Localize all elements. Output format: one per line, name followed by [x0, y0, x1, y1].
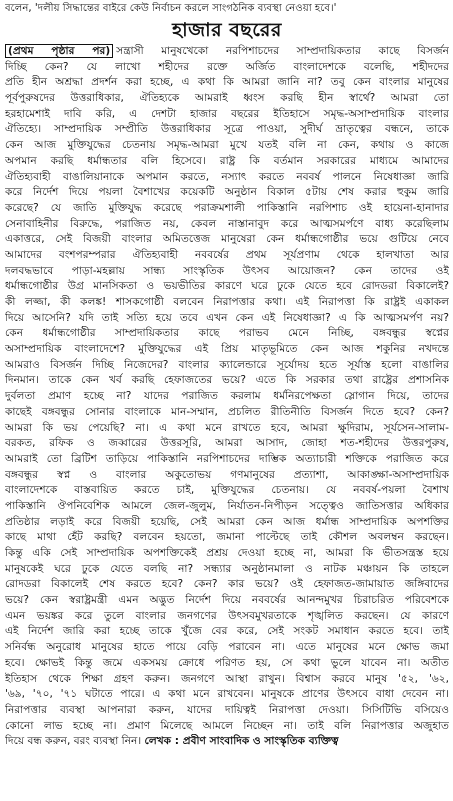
article-line: করে নির্দেশ দিয়ে পয়লা বৈশাখের কয়েকটি অনুষ্ঠান বিকাল ৫টায় শেষ করার হুকুম জারি	[5, 186, 449, 199]
article-last-line	[5, 734, 449, 750]
article-line: বঙ্গবন্ধুর স্বপ্ন ও বাংলার অকুতোভয় গণমানুষের প্রত্যাশা, আকাঙ্ক্ষা-অসাম্প্রদায়িক	[5, 468, 449, 481]
article-line: ঐতিহ্যে। সাম্প্রদায়িক সম্প্রীতি উত্তরাধিকার সূত্রে পাওয়া, সুদীর্ঘ ভ্রাতৃত্বের বন্ধনে, তাকে	[5, 123, 449, 136]
article-line: আমাদের বংশপরম্পরার ঐতিহ্যবাহী নববর্ষের প্রথম সূর্যপ্রণাম থেকে হালখাতা আর	[5, 248, 449, 261]
article-line: আমরাও বিসর্জন দিচ্ছি নিজেদের? বাংলার ক্যালেন্ডারে সূর্যোদয় হতে সূর্যাস্ত হলো বাঙালির	[5, 358, 449, 371]
article-line: দলবদ্ধভাবে পাড়া-মহল্লায় সান্ধ্য সাংস্কৃতিক উৎসব আয়োজন? কেন তাদের ওই	[5, 264, 449, 277]
article-line: পূর্বপুরুষদের উত্তরাধিকার, ঐতিহ্যকে আমরাই ধ্বংস করছি হীন স্বার্থে? আমরা তো	[5, 92, 449, 105]
article-line: করেছে? যে জাতি মুক্তিযুদ্ধ করেছে পরাক্রমশালী পাকিস্তানি নরপিশাচ ওই হায়েনা-হানাদার	[5, 201, 449, 214]
article-line: ইতিহাস থেকে শিক্ষা গ্রহণ করুন। জনগণে আস্থা রাখুন। বিশ্বাস করবে মানুষ '৫২, '৬২,	[5, 672, 449, 685]
article-body	[5, 44, 449, 750]
article-line: আমরাই তো ব্রিটিশ তাড়িয়ে পাকিস্তানি নরপিশাচদের দাম্ভিক অত্যাচারী শক্তিকে পরাজিত করে	[5, 452, 449, 465]
article-line: '৬৯, '৭০, '৭১ ঘটাতে পারে। এ কথা মনে রাখবেন। মানুষকে প্রাণের উৎসবে বাধা দেবেন না।	[5, 688, 449, 701]
article-lines	[5, 60, 449, 735]
article-line: অপমান করছি ধর্মান্ধতার বলি হিসেবে। রাষ্ট্র কি বর্তমান সরকারের মাধ্যমে আমাদের	[5, 154, 449, 167]
article-line: বরকত, রফিক ও জব্বারের উত্তরসূরি, আমরা আসাদ, জোহা শত-শহীদের উত্তরপুরুষ,	[5, 437, 449, 450]
article-line: এই নির্দেশ জারি করা হচ্ছে তাকে খুঁজে বের করে, সেই সংকট সমাধান করতে হবে। তাই	[5, 625, 449, 638]
article-line: অসাম্প্রদায়িক বাংলাদেশে? মুক্তিযুদ্ধের এই প্রিয় মাতৃভূমিতে কেন আজ শকুনির নখদন্তে	[5, 343, 449, 356]
article-headline: হাজার বছরের	[172, 19, 282, 41]
article-line: মানুষকেই ঘরে ঢুকে যেতে বলছি না? সন্ধ্যার অনুষ্ঠানমালা ও নাটক মঞ্চায়ন কি তাহলে	[5, 562, 449, 575]
article-line: নিরাপত্তার ব্যবস্থা আপনারা করুন, যাদের দায়িত্বই নিরাপত্তা দেওয়া। সিসিটিভি বসিয়েও	[5, 703, 449, 716]
continuation-label: (প্রথম পৃষ্ঠার পর)	[5, 44, 113, 58]
article-line: প্রতি হীন অশ্রদ্ধা প্রদর্শন করা হচ্ছে, এ কথা কি আমরা জানি না? তবু কেন বাংলার মানুষের	[5, 76, 449, 89]
article-line: কেন আজ মুক্তিযুদ্ধের চেতনায় সমৃদ্ধ-আমরা মুখে যতই বলি না কেন, কথায় ও কাজে	[5, 139, 449, 152]
article-line: পাকিস্তানি ঔপনিবেশিক আমলে জেল-জুলুম, নির্যাতন-নিপীড়ন সত্ত্বেও জাতিসত্তার অধিকার	[5, 499, 449, 512]
article-line: দিয়ে আসেনি? যদি তাই সত্যি হয়ে তবে এখন কেন এই নিষেধাজ্ঞা? এ কি আত্মসমর্পণ নয়?	[5, 311, 449, 324]
article-line: সেনাবাহিনীর বিরুদ্ধে, পরাজিত নয়, কেবল নাস্তানাবুদ করে আত্মসমর্পণে বাধ্য করেছিলাম	[5, 217, 449, 230]
article-line: হবে। ক্ষোভই কিন্তু জমে একসময় ক্রোধে পরিণত হয়, সে কথা ভুলে যাবেন না। অতীত	[5, 656, 449, 669]
article-line: কাছেই বঙ্গবন্ধুর সোনার বাংলাকে মান-সম্মান, প্রচলিত রীতিনীতি বিসর্জন দিতে হবে? কেন?	[5, 405, 449, 418]
article-line: ধর্মান্ধগোষ্ঠীর উগ্র মানসিকতা ও ভয়ভীতির কারণে ঘরে ঢুকে যেতে হবে রোদডরা বিকালেই?	[5, 280, 449, 293]
author-byline: লেখক : প্রবীণ সাংবাদিক ও সাংস্কৃতিক ব্যক্তিত্ব	[144, 735, 339, 748]
article-line: প্রতিষ্ঠার লড়াই করে বিজয়ী হয়েছি, সেই আমরা কেন আজ ধর্মান্ধ সাম্প্রদায়িক অপশক্তির	[5, 515, 449, 528]
article-last-line-text: দিয়ে বন্ধ করুন, বরং ব্যবস্থা নিন।	[5, 735, 142, 748]
previous-article-tail: বলেন, 'দলীয় সিদ্ধান্তের বাইরে কেউ নির্বাচন করলে সাংগঠনিক ব্যবস্থা নেওয়া হবে।'	[5, 3, 337, 14]
article-line: একাত্তরে, সেই বিজয়ী বাংলার অমিতত্তেজ মানুষেরা কেন ধর্মান্ধগোষ্ঠীর ভয়ে গুটিয়ে নেবে	[5, 233, 449, 246]
article-line: এমন ভয়ঙ্কর করে তুলে বাংলার জনগণের উৎসবমুখরতাকে শৃঙ্খলিত করছেন। যে কারণে	[5, 609, 449, 622]
article-line	[5, 44, 449, 60]
article-line: কী লজ্জা, কী কলঙ্ক! শাসকগোষ্ঠী বলবেন নিরাপত্তার কথা। এই নিরাপত্তা কি রাষ্ট্রই একাকল	[5, 296, 449, 308]
article-line: কিন্তু একি সেই সাম্প্রদায়িক অপশক্তিকেই প্রশ্রয় দেওয়া হচ্ছে না, আমরা কি ভীতসন্ত্রস্ত হয়ে	[5, 547, 449, 559]
article-line: আমরা কি ভয় পেয়েছি? না। এ কথা মনে রাখতে হবে, আমরা ক্ষুদিরাম, সূর্যসেন-সালাম-	[5, 421, 449, 434]
article-line: হরহামেশাই দাবি করি, এ দেশটা হাজার বছরের ইতিহাসে সমৃদ্ধ-অসাম্প্রদায়িক বাংলার	[5, 107, 449, 120]
article-line: ভয়ে? কেন স্বরাষ্ট্রমন্ত্রী এমন অদ্ভুত নির্দেশ দিয়ে নববর্ষের আনন্দমুখর চিরাচরিত পরিবেশকে	[5, 594, 449, 607]
article-line: সনির্বন্ধ অনুরোধ মানুষের হাতে পায়ে বেড়ি পরাবেন না। এতে মানুষের মনে ক্ষোভ জমা	[5, 641, 449, 654]
article-line: দুর্বলতা প্রমাণ হচ্ছে না? যাদের পরাজিত করলাম ধর্মনিরপেক্ষতা স্লোগান দিয়ে, তাদের	[5, 390, 449, 403]
article-line: কেন ধর্মান্ধগোষ্ঠীর সাম্প্রদায়িকতার কাছে পরাভব মেনে নিচ্ছি, বঙ্গবন্ধুর স্বপ্নের	[5, 327, 449, 340]
article-line: ঐতিহ্যবাহী বাঙালিয়ানাকে অপমান করতে, নস্যাৎ করতে নববর্ষ পালনে নিষেধাজ্ঞা জারি	[5, 170, 449, 183]
article-line: কাছে মাথা হেঁট করছি? বলবেন হয়তো, জমানা পাল্টেছে তাই কৌশল অবলম্বন করছেন।	[5, 531, 449, 544]
article-line-text: সন্ত্রাসী মানুষখেকো নরপিশাচদের সাম্প্রদায়িকতার কাছে বিসর্জন	[116, 45, 449, 57]
article-line: রোদডরা বিকালেই শেষ করতে হবে? কেন? কার ভয়ে? ওই হেফাজত-জামায়াত জঙ্গিবাদের	[5, 578, 449, 591]
article-line: বাংলাদেশকে বাস্তবায়িত করতে চাই, মুক্তিযুদ্ধের চেতনায়। যে নববর্ষ-পয়লা বৈশাখ	[5, 484, 449, 497]
article-line: দিচ্ছি কেন? যে লাখো শহীদের রক্তে অর্জিত বাংলাদেশকে বলেছি, শহীদদের	[5, 60, 449, 73]
article-line: কোনো লাভ হচ্ছে না। প্রমাণ মিলেছে আমলে নিচ্ছেন না। তাই বলি নিরাপত্তার অজুহাত	[5, 719, 449, 732]
article-line: দিনমান। তাকে কেন খর্ব করছি হেফাজতের ভয়ে? এতে কি সরকার তথা রাষ্ট্রের প্রশাসনিক	[5, 374, 449, 387]
